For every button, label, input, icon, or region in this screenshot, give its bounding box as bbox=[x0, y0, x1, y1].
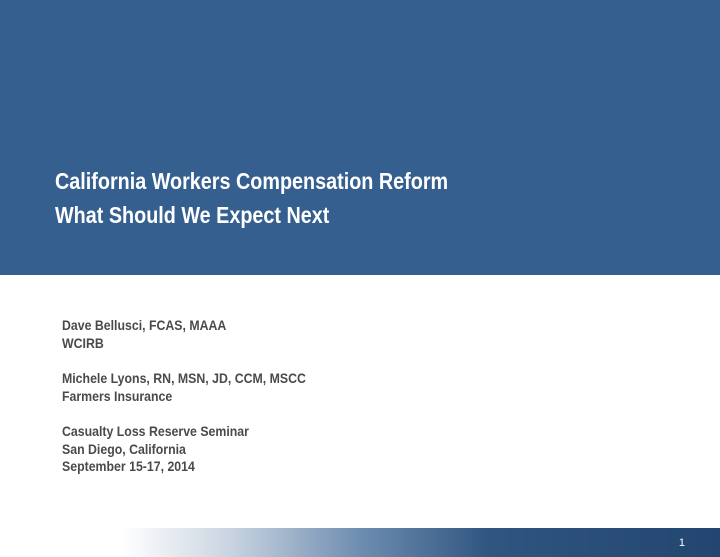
event-location: San Diego, California bbox=[62, 440, 186, 457]
event-name: Casualty Loss Reserve Seminar bbox=[62, 423, 249, 439]
footer-gradient-bar bbox=[0, 528, 720, 557]
presenter-1 bbox=[62, 317, 306, 352]
presenter-1-name: Dave Bellusci, FCAS, MAAA bbox=[62, 317, 227, 333]
event-dates: September 15-17, 2014 bbox=[62, 458, 195, 474]
presenter-1-org: WCIRB bbox=[62, 334, 104, 351]
title-line-1: California Workers Compensation Reform bbox=[55, 168, 449, 194]
event-info bbox=[62, 423, 306, 476]
presenter-2-org: Farmers Insurance bbox=[62, 387, 173, 404]
slide-title bbox=[55, 164, 448, 232]
presenter-2-name: Michele Lyons, RN, MSN, JD, CCM, MSCC bbox=[62, 370, 306, 386]
page-number: 1 bbox=[678, 537, 685, 549]
presenter-2 bbox=[62, 370, 306, 405]
title-line-2: What Should We Expect Next bbox=[55, 202, 330, 228]
slide-body bbox=[62, 317, 306, 494]
title-banner bbox=[0, 0, 720, 275]
